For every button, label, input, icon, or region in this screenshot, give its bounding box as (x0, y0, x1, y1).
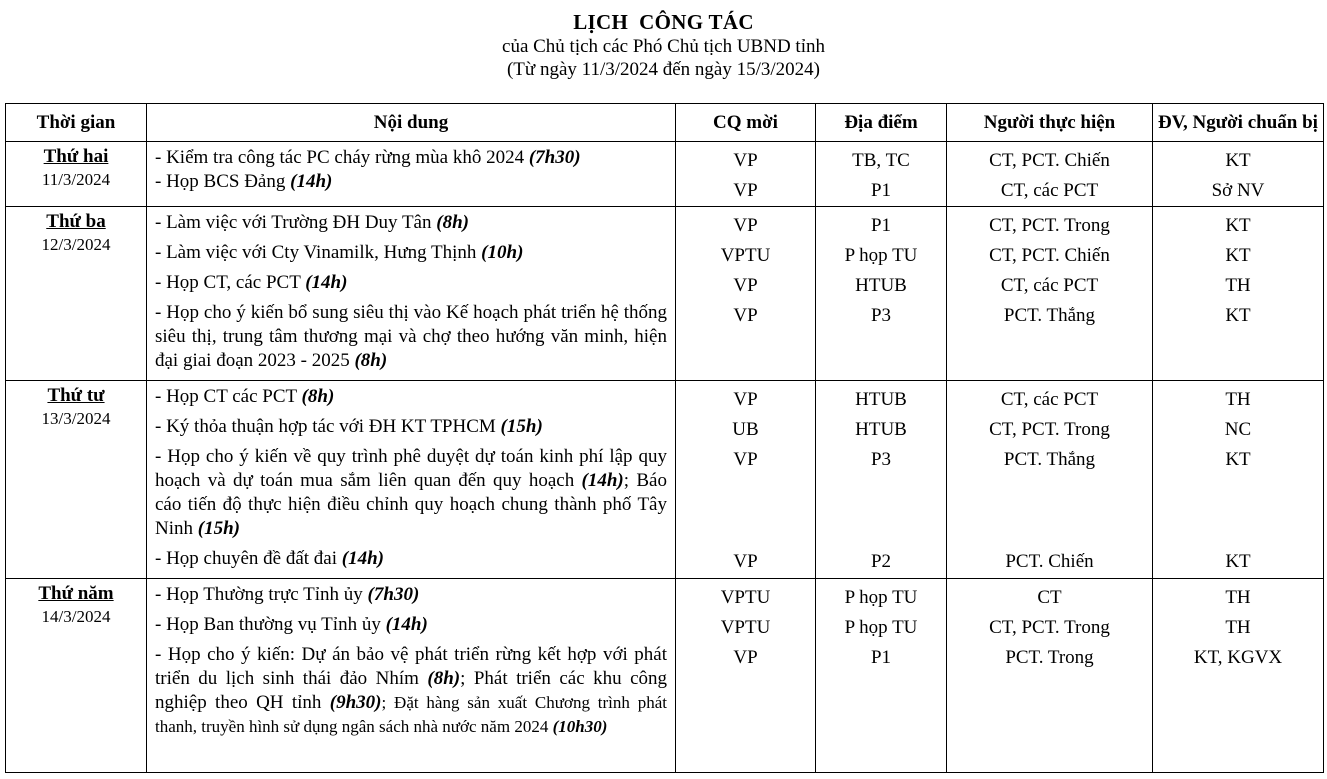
person-cell: CT, PCT. Trong CT, PCT. Chiến CT, các PCT PCT. Thắng (947, 207, 1153, 381)
list-item: - Họp cho ý kiến bổ sung siêu thị vào Kế hoạch phát triển hệ thống siêu thị, trung tâm thương mại và chợ theo hướng văn minh, hiện đại giai đoạn 2023 - 2025 (8h) (155, 302, 667, 371)
place-cell: P1 P họp TU HTUB P3 (816, 207, 947, 381)
day-date: 13/3/2024 (41, 409, 111, 428)
day-cell (6, 142, 147, 207)
prep-cell: KT KT TH KT (1153, 207, 1324, 381)
person-cell: CT CT, PCT. Trong PCT. Trong (947, 579, 1153, 773)
list-item: - Họp chuyên đề đất đai (14h) (155, 548, 385, 569)
list-item: - Kiểm tra công tác PC cháy rừng mùa khô 2024 (7h30) (155, 147, 581, 168)
content-cell (147, 207, 676, 381)
list-item: - Họp cho ý kiến: Dự án bảo vệ phát triển rừng kết hợp với phát triển du lịch sinh thái đảo Nhím (8h); Phát triển các khu công nghiệp theo QH tỉnh (9h30); Đặt hàng sản xuất Chương trình phát thanh, truyền hình sử dụng ngân sách nhà nước năm 2024 (10h30) (155, 644, 667, 736)
day-name: Thứ năm (38, 583, 114, 604)
inviter-cell: VPTU VPTU VP (676, 579, 816, 773)
place-cell: HTUB HTUB P3 P2 (816, 381, 947, 579)
content-cell (147, 579, 676, 773)
prep-cell: TH NC KT KT (1153, 381, 1324, 579)
date-range: (Từ ngày 11/3/2024 đến ngày 15/3/2024) (506, 59, 821, 80)
schedule-table (5, 103, 1324, 773)
table-row (6, 142, 1324, 207)
prep-cell: TH TH KT, KGVX (1153, 579, 1324, 773)
day-name: Thứ tư (47, 385, 105, 406)
inviter-cell: VP UB VP VP (676, 381, 816, 579)
col-header-place: Địa điểm (816, 104, 947, 142)
list-item: - Họp Thường trực Tỉnh ủy (7h30) (155, 584, 420, 605)
list-item: - Làm việc với Cty Vinamilk, Hưng Thịnh (10h) (155, 242, 524, 263)
content-cell (147, 381, 676, 579)
col-header-content: Nội dung (147, 104, 676, 142)
inviter-cell: VP VP (676, 142, 816, 207)
document-subtitle: của Chủ tịch các Phó Chủ tịch UBND tỉnh (502, 36, 825, 57)
list-item: - Họp Ban thường vụ Tỉnh ủy (14h) (155, 614, 428, 635)
document-header (0, 0, 1327, 82)
day-cell (6, 207, 147, 381)
table-row (6, 381, 1324, 579)
list-item: - Làm việc với Trường ĐH Duy Tân (8h) (155, 212, 469, 233)
person-cell: CT, PCT. Chiến CT, các PCT (947, 142, 1153, 207)
day-date: 11/3/2024 (41, 170, 111, 189)
col-header-time: Thời gian (6, 104, 147, 142)
person-cell: CT, các PCT CT, PCT. Trong PCT. Thắng PCT. Chiến (947, 381, 1153, 579)
list-item: - Họp CT, các PCT (14h) (155, 272, 348, 293)
list-item: - Ký thỏa thuận hợp tác với ĐH KT TPHCM (15h) (155, 416, 543, 437)
day-name: Thứ ba (46, 211, 106, 232)
list-item: - Họp BCS Đảng (14h) (155, 171, 333, 192)
table-row (6, 207, 1324, 381)
col-header-person: Người thực hiện (947, 104, 1153, 142)
list-item: - Họp cho ý kiến về quy trình phê duyệt dự toán kinh phí lập quy hoạch và dự toán mua sắm liên quan đến quy hoạch (14h); Báo cáo tiến độ thực hiện điều chỉnh quy hoạch chung thành phố Tây Ninh (15h) (155, 446, 667, 539)
day-cell (6, 579, 147, 773)
day-date: 12/3/2024 (41, 235, 111, 254)
day-name: Thứ hai (43, 146, 109, 167)
col-header-inviter: CQ mời (676, 104, 816, 142)
list-item: - Họp CT các PCT (8h) (155, 386, 335, 407)
content-cell (147, 142, 676, 207)
col-header-prep: ĐV, Người chuẩn bị (1153, 104, 1324, 142)
table-row (6, 579, 1324, 773)
day-date: 14/3/2024 (41, 607, 111, 626)
day-cell (6, 381, 147, 579)
place-cell: TB, TC P1 (816, 142, 947, 207)
inviter-cell: VP VPTU VP VP (676, 207, 816, 381)
table-header-row (6, 104, 1324, 142)
document-title: LỊCH CÔNG TÁC (573, 10, 754, 34)
prep-cell: KT Sở NV (1153, 142, 1324, 207)
place-cell: P họp TU P họp TU P1 (816, 579, 947, 773)
